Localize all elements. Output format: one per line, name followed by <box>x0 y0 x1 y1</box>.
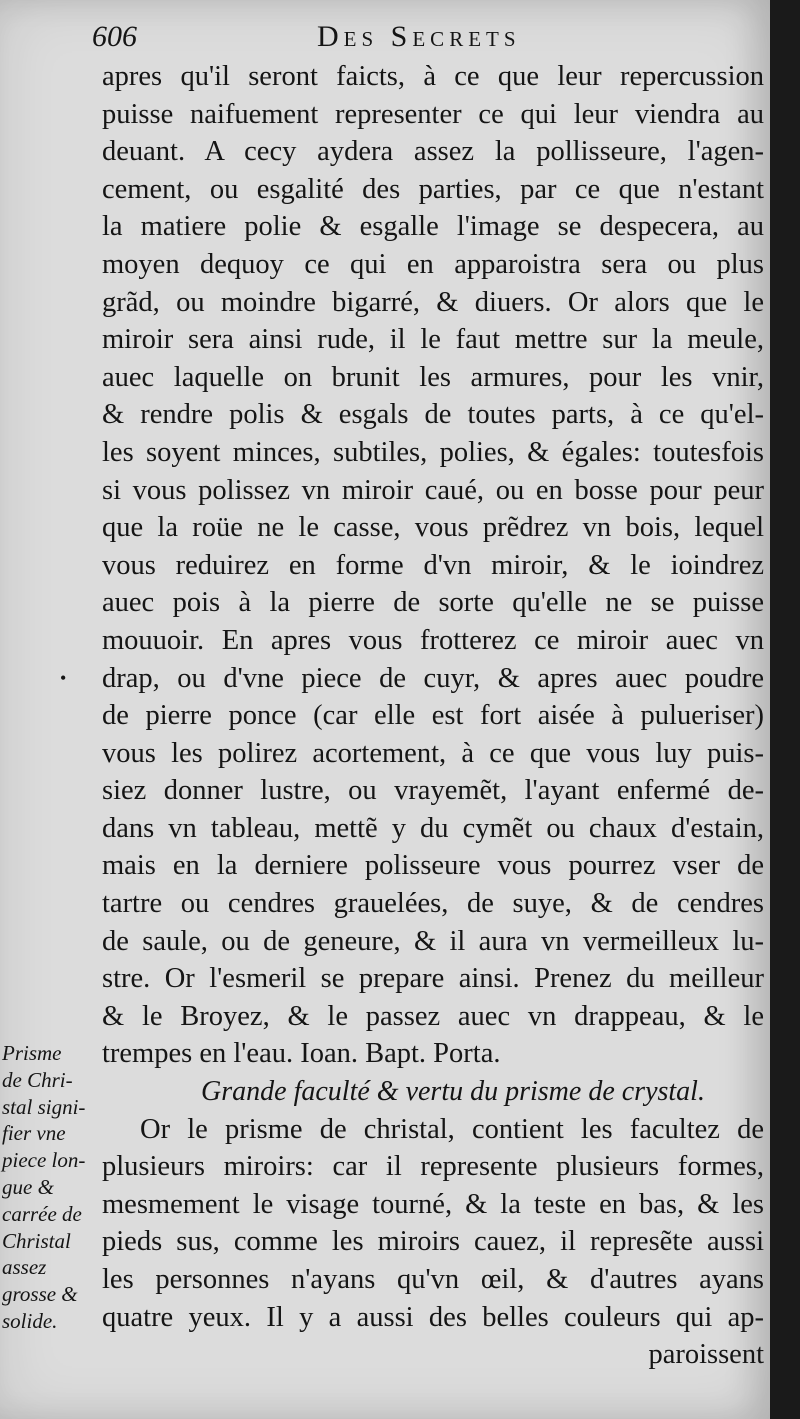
margin-note <box>2 1040 98 1335</box>
text-line: moyen dequoy ce qui en apparoistra sera ou plus <box>102 248 764 280</box>
text-line: la matiere polie & esgalle l'image se despecera, au <box>102 211 764 243</box>
marginal-mark: • <box>60 668 67 688</box>
text-line: & le Broyez, & le passez auec vn drappeau, & le <box>102 1000 764 1032</box>
page-header <box>92 20 612 60</box>
text-line: si vous polissez vn miroir caué, ou en bosse pour peur <box>102 474 764 506</box>
text-line: deuant. A cecy aydera assez la pollisseure, l'agen- <box>102 136 764 168</box>
margin-note-line: solide. <box>2 1308 58 1333</box>
text-line: dans vn tableau, mettẽ y du cymẽt ou chaux d'estain, <box>102 812 764 844</box>
catchword: paroissent <box>648 1339 764 1371</box>
text-line: pieds sus, comme les miroirs cauez, il represẽte aussi <box>102 1226 764 1258</box>
text-line: drap, ou d'vne piece de cuyr, & apres auec poudre <box>102 662 764 694</box>
text-line: de saule, ou de geneure, & il aura vn vermeilleux lu- <box>102 925 764 957</box>
margin-note-line: Christal <box>2 1228 71 1253</box>
text-line: stre. Or l'esmeril se prepare ainsi. Prenez du meilleur <box>102 963 764 995</box>
text-line: tartre ou cendres grauelées, de suye, & de cendres <box>102 888 764 920</box>
running-title: Des Secrets <box>317 20 521 53</box>
text-line: que la roüe ne le casse, vous prẽdrez vn bois, lequel <box>102 512 764 544</box>
text-line: quatre yeux. Il y a aussi des belles couleurs qui ap- <box>102 1301 764 1333</box>
text-line: & rendre polis & esgals de toutes parts, à ce qu'el- <box>102 399 764 431</box>
page-number: 606 <box>92 20 137 53</box>
section-heading: Grande faculté & vertu du prisme de crystal. <box>201 1076 705 1108</box>
text-line: mouuoir. En apres vous frotterez ce miroir auec vn <box>102 624 764 656</box>
text-line: vous reduirez en forme d'vn miroir, & le ioindrez <box>102 549 764 581</box>
margin-note-line: stal signi- <box>2 1094 86 1119</box>
text-line: de pierre ponce (car elle est fort aisée à pulueriser) <box>102 700 764 732</box>
margin-note-line: carrée de <box>2 1201 82 1226</box>
text-line: apres qu'il seront faicts, à ce que leur repercussion <box>102 61 764 92</box>
text-line: puisse naifuement representer ce qui leur viendra au <box>102 98 764 130</box>
text-line: siez donner lustre, ou vrayemẽt, l'ayant enfermé de- <box>102 775 764 807</box>
margin-note-line: grosse & <box>2 1282 78 1307</box>
text-line: miroir sera ainsi rude, il le faut mettre sur la meule, <box>102 324 764 356</box>
text-line: mesmement le visage tourné, & la teste en bas, & les <box>102 1188 764 1220</box>
text-line: les soyent minces, subtiles, polies, & égales: toutesfois <box>102 436 764 468</box>
margin-note-line: gue & <box>2 1174 54 1199</box>
text-line: grãd, ou moindre bigarré, & diuers. Or alors que le <box>102 286 764 318</box>
text-line: Or le prisme de christal, contient les facultez de <box>140 1113 764 1145</box>
text-line: auec laquelle on brunit les armures, pour les vnir, <box>102 361 764 393</box>
margin-note-line: Prisme <box>2 1041 62 1065</box>
text-line: auec pois à la pierre de sorte qu'elle ne se puisse <box>102 587 764 619</box>
text-line: cement, ou esgalité des parties, par ce que n'estant <box>102 173 764 205</box>
margin-note-line: de Chri- <box>2 1067 73 1092</box>
text-line: les personnes n'ayans qu'vn œil, & d'autres ayans <box>102 1264 764 1295</box>
margin-note-line: assez <box>2 1255 47 1280</box>
margin-note-line: fier vne <box>2 1121 66 1146</box>
body-text <box>102 58 764 1374</box>
text-line: mais en la derniere polisseure vous pourrez vser de <box>102 850 764 882</box>
text-line: plusieurs miroirs: car il represente plusieurs formes, <box>102 1151 764 1183</box>
text-line: trempes en l'eau. Ioan. Bapt. Porta. <box>102 1038 501 1070</box>
text-line: vous les polirez acortement, à ce que vous luy puis- <box>102 737 764 769</box>
margin-note-line: piece lon- <box>2 1148 86 1173</box>
